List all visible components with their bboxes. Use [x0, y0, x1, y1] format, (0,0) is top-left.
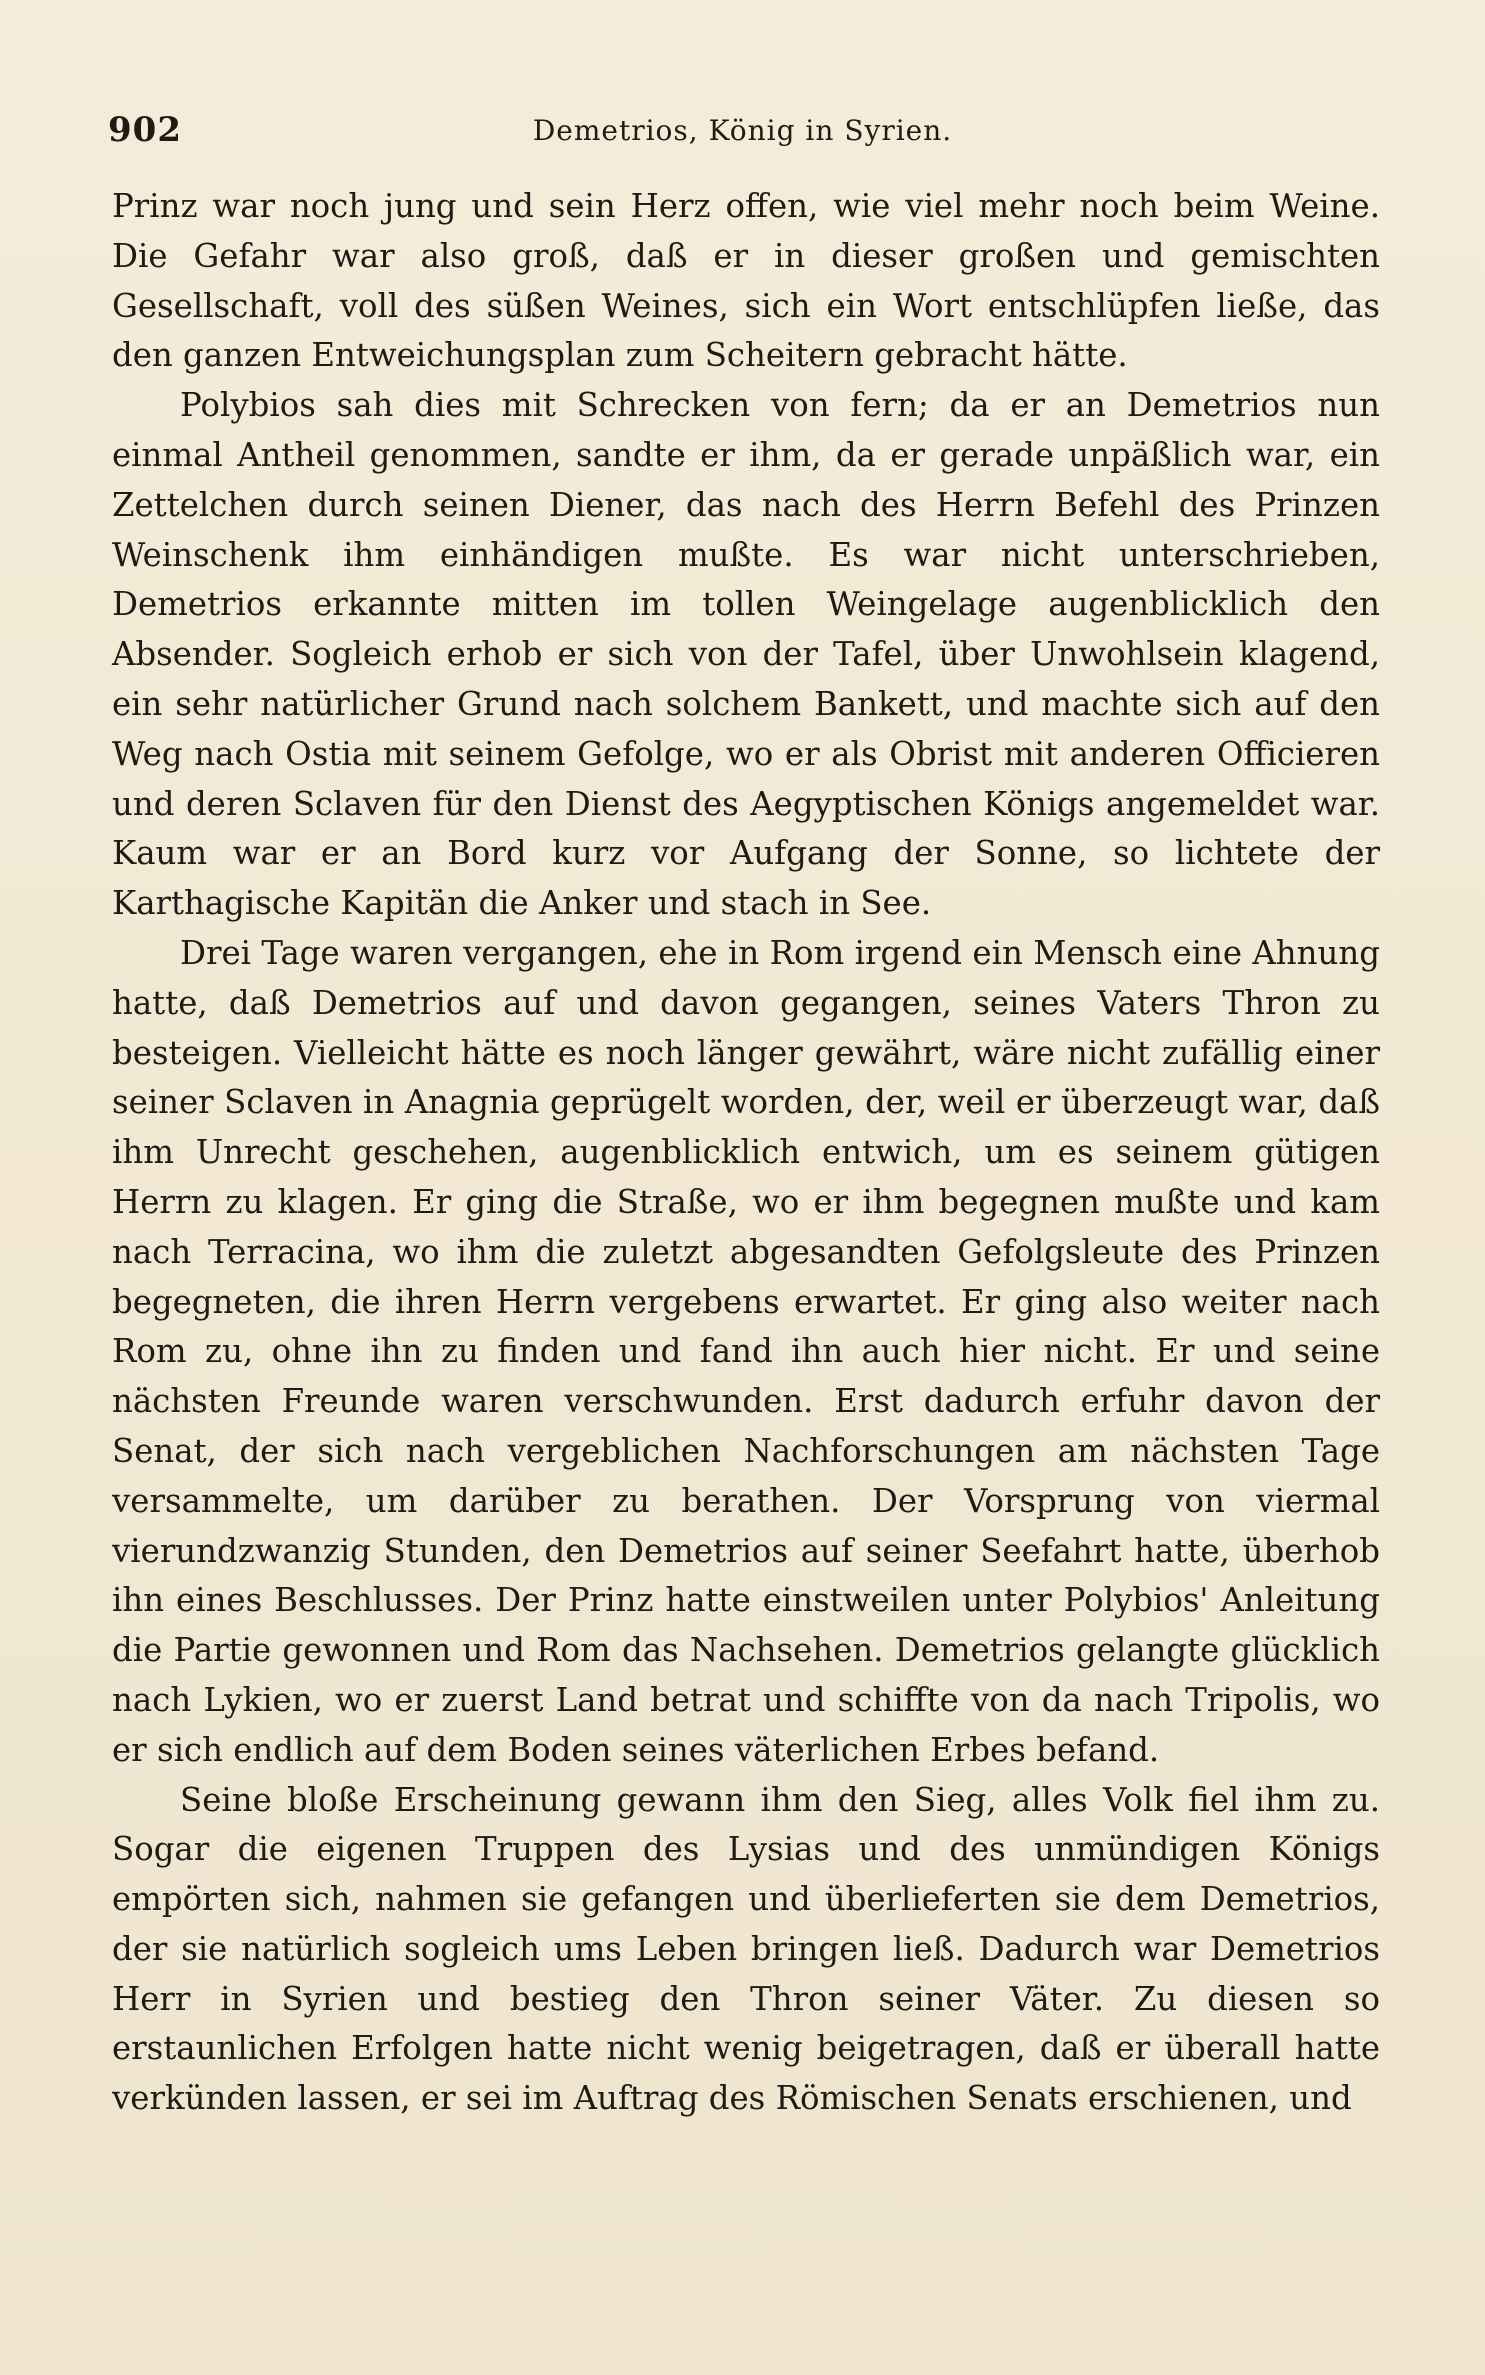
paragraph-1: Prinz war noch jung und sein Herz offen, wie viel mehr noch beim Weine. Die Gefahr war also groß, daß er in dieser großen und gemischten Gesellschaft, voll des süßen Weines, sich ein Wort entschlüpfen ließe, das den ganzen Entweichungsplan zum Scheitern gebracht hätte. — [112, 187, 1380, 375]
paragraph-4: Seine bloße Erscheinung gewann ihm den Sieg, alles Volk fiel ihm zu. Sogar die eigenen Truppen des Lysias und des unmündigen Königs empörten sich, nahmen sie gefangen und überlieferten sie dem Demetrios, der sie natürlich sogleich ums Leben bringen ließ. Dadurch war Demetrios Herr in Syrien und bestieg den Thron seiner Väter. Zu diesen so erstaunlichen Erfolgen hatte nicht wenig beigetragen, daß er überall hatte verkünden lassen, er sei im Auftrag des Römischen Senats erschienen, und — [112, 1780, 1380, 2118]
page-header — [108, 110, 1377, 160]
page-number: 902 — [108, 110, 182, 150]
paragraph-3: Drei Tage waren vergangen, ehe in Rom irgend ein Mensch eine Ahnung hatte, daß Demetrios auf und davon gegangen, seines Vaters Thron zu besteigen. Vielleicht hätte es noch länger gewährt, wäre nicht zufällig einer seiner Sclaven in Anagnia geprügelt worden, der, weil er überzeugt war, daß ihm Unrecht geschehen, augenblicklich entwich, um es seinem gütigen Herrn zu klagen. Er ging die Straße, wo er ihm begegnen mußte und kam nach Terracina, wo ihm die zuletzt abgesandten Gefolgsleute des Prinzen begegneten, die ihren Herrn vergebens erwartet. Er ging also weiter nach Rom zu, ohne ihn zu finden und fand ihn auch hier nicht. Er und seine nächsten Freunde waren verschwunden. Erst dadurch erfuhr davon der Senat, der sich nach vergeblichen Nachforschungen am nächsten Tage versammelte, um darüber zu berathen. Der Vorsprung von viermal vierundzwanzig Stunden, den Demetrios auf seiner Seefahrt hatte, überhob ihn eines Beschlusses. Der Prinz hatte einstweilen unter Polybios' Anleitung die Partie gewonnen und Rom das Nachsehen. Demetrios gelangte glücklich nach Lykien, wo er zuerst Land betrat und schiffte von da nach Tripolis, wo er sich endlich auf dem Boden seines väterlichen Erbes befand. — [112, 933, 1380, 1769]
body-text — [112, 182, 1380, 2124]
running-head: Demetrios, König in Syrien. — [532, 114, 953, 147]
paragraph-2: Polybios sah dies mit Schrecken von fern; da er an Demetrios nun einmal Antheil genommen, sandte er ihm, da er gerade unpäßlich war, ein Zettelchen durch seinen Diener, das nach des Herrn Befehl des Prinzen Weinschenk ihm einhändigen mußte. Es war nicht unterschrieben, Demetrios erkannte mitten im tollen Weingelage augenblicklich den Absender. Sogleich erhob er sich von der Tafel, über Unwohlsein klagend, ein sehr natürlicher Grund nach solchem Bankett, und machte sich auf den Weg nach Ostia mit seinem Gefolge, wo er als Obrist mit anderen Officieren und deren Sclaven für den Dienst des Aegyptischen Königs angemeldet war. Kaum war er an Bord kurz vor Aufgang der Sonne, so lichtete der Karthagische Kapitän die Anker und stach in See. — [112, 386, 1380, 923]
